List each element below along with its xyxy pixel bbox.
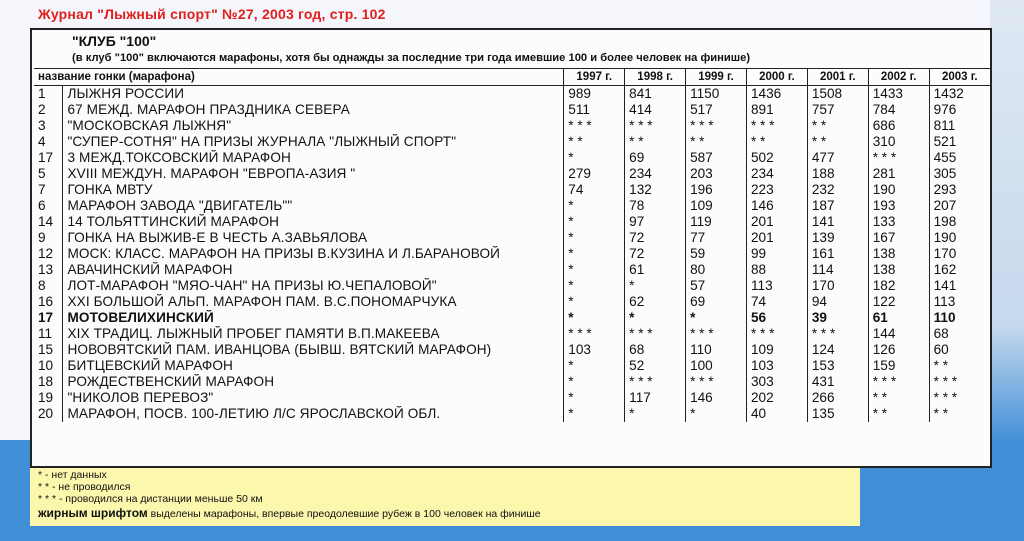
finisher-count: 113 xyxy=(746,278,807,294)
finisher-count: * xyxy=(564,406,625,422)
finisher-count: 122 xyxy=(868,294,929,310)
finisher-count: * xyxy=(564,390,625,406)
year-column-header: 2000 г. xyxy=(746,69,807,86)
right-edge-background xyxy=(990,0,1024,541)
row-number: 14 xyxy=(38,214,54,229)
finisher-count: 1436 xyxy=(746,86,807,103)
finisher-count: 141 xyxy=(807,214,868,230)
marathon-table xyxy=(34,68,990,422)
finisher-count: 170 xyxy=(929,246,990,262)
finisher-count: 232 xyxy=(807,182,868,198)
race-name: МАРАФОН, ПОСВ. 100-ЛЕТИЮ Л/С ЯРОСЛАВСКОЙ ОБЛ. xyxy=(63,406,564,422)
finisher-count: 103 xyxy=(746,358,807,374)
finisher-count: 97 xyxy=(625,214,686,230)
race-name: РОЖДЕСТВЕНСКИЙ МАРАФОН xyxy=(63,374,564,390)
club-title: "КЛУБ "100" xyxy=(72,33,157,49)
finisher-count: * xyxy=(625,278,686,294)
finisher-count: 135 xyxy=(807,406,868,422)
finisher-count: 201 xyxy=(746,214,807,230)
finisher-count: 811 xyxy=(929,118,990,134)
finisher-count: 109 xyxy=(686,198,747,214)
legend-bold-text: жирным шрифтом xyxy=(38,506,148,520)
finisher-count: * * * xyxy=(868,150,929,166)
finisher-count: 114 xyxy=(807,262,868,278)
finisher-count: * * * xyxy=(686,326,747,342)
finisher-count: 521 xyxy=(929,134,990,150)
table-row xyxy=(34,230,990,246)
finisher-count: 187 xyxy=(807,198,868,214)
finisher-count: 196 xyxy=(686,182,747,198)
finisher-count: 68 xyxy=(625,342,686,358)
finisher-count: 74 xyxy=(746,294,807,310)
finisher-count: 431 xyxy=(807,374,868,390)
finisher-count: * xyxy=(625,406,686,422)
row-number: 17 xyxy=(38,310,54,325)
finisher-count: * * xyxy=(746,134,807,150)
table-row xyxy=(34,102,990,118)
finisher-count: 59 xyxy=(686,246,747,262)
legend xyxy=(30,468,860,526)
finisher-count: 305 xyxy=(929,166,990,182)
race-name: МАРАФОН ЗАВОДА "ДВИГАТЕЛЬ"" xyxy=(63,198,564,214)
row-number: 16 xyxy=(38,294,54,309)
finisher-count: * xyxy=(564,214,625,230)
finisher-count: 57 xyxy=(686,278,747,294)
finisher-count: 414 xyxy=(625,102,686,118)
finisher-count: 138 xyxy=(868,246,929,262)
finisher-count: * * xyxy=(868,406,929,422)
finisher-count: * * * xyxy=(929,390,990,406)
finisher-count: 72 xyxy=(625,246,686,262)
name-column-header: название гонки (марафона) xyxy=(34,69,564,86)
finisher-count: 190 xyxy=(868,182,929,198)
race-name: "СУПЕР-СОТНЯ" НА ПРИЗЫ ЖУРНАЛА "ЛЫЖНЫЙ СПОРТ" xyxy=(63,134,564,150)
table-row xyxy=(34,374,990,390)
finisher-count: 201 xyxy=(746,230,807,246)
finisher-count: 1150 xyxy=(686,86,747,103)
finisher-count: 686 xyxy=(868,118,929,134)
race-name: ГОНКА НА ВЫЖИВ-Е В ЧЕСТЬ А.ЗАВЬЯЛОВА xyxy=(63,230,564,246)
finisher-count: * * xyxy=(868,390,929,406)
legend-bold-note xyxy=(38,506,541,520)
race-name: ГОНКА МВТУ xyxy=(63,182,564,198)
table-row xyxy=(34,310,990,326)
table-row xyxy=(34,150,990,166)
finisher-count: 146 xyxy=(746,198,807,214)
finisher-count: 124 xyxy=(807,342,868,358)
finisher-count: 141 xyxy=(929,278,990,294)
finisher-count: 69 xyxy=(686,294,747,310)
club-100-panel xyxy=(30,28,992,468)
finisher-count: * * xyxy=(686,134,747,150)
finisher-count: 170 xyxy=(807,278,868,294)
finisher-count: 784 xyxy=(868,102,929,118)
table-row xyxy=(34,406,990,422)
finisher-count: * xyxy=(625,310,686,326)
legend-not-held: * * - не проводился xyxy=(38,481,131,493)
finisher-count: * * * xyxy=(929,374,990,390)
finisher-count: * xyxy=(686,406,747,422)
finisher-count: 188 xyxy=(807,166,868,182)
finisher-count: * xyxy=(564,278,625,294)
row-number: 3 xyxy=(38,118,46,133)
finisher-count: 103 xyxy=(564,342,625,358)
finisher-count: 198 xyxy=(929,214,990,230)
year-column-header: 2001 г. xyxy=(807,69,868,86)
finisher-count: * xyxy=(564,246,625,262)
table-row xyxy=(34,86,990,103)
finisher-count: 68 xyxy=(929,326,990,342)
finisher-count: 110 xyxy=(686,342,747,358)
finisher-count: 159 xyxy=(868,358,929,374)
row-number: 12 xyxy=(38,246,54,261)
finisher-count: 110 xyxy=(929,310,990,326)
finisher-count: * xyxy=(686,310,747,326)
year-column-header: 2002 г. xyxy=(868,69,929,86)
row-number: 2 xyxy=(38,102,46,117)
race-name: 3 МЕЖД.ТОКСОВСКИЙ МАРАФОН xyxy=(63,150,564,166)
legend-bold-rest: выделены марафоны, впервые преодолевшие рубеж в 100 человек на финише xyxy=(147,508,541,520)
finisher-count: 40 xyxy=(746,406,807,422)
finisher-count: 109 xyxy=(746,342,807,358)
finisher-count: 517 xyxy=(686,102,747,118)
finisher-count: 99 xyxy=(746,246,807,262)
finisher-count: 502 xyxy=(746,150,807,166)
race-name: МОТОВЕЛИХИНСКИЙ xyxy=(63,310,564,326)
finisher-count: 69 xyxy=(625,150,686,166)
finisher-count: 587 xyxy=(686,150,747,166)
finisher-count: 757 xyxy=(807,102,868,118)
finisher-count: 72 xyxy=(625,230,686,246)
row-number: 4 xyxy=(38,134,46,149)
finisher-count: 61 xyxy=(625,262,686,278)
finisher-count: 1432 xyxy=(929,86,990,103)
table-row xyxy=(34,166,990,182)
finisher-count: 61 xyxy=(868,310,929,326)
finisher-count: 279 xyxy=(564,166,625,182)
finisher-count: * xyxy=(564,374,625,390)
race-name: ЛЫЖНЯ РОССИИ xyxy=(63,86,564,103)
table-row xyxy=(34,182,990,198)
finisher-count: * * xyxy=(929,358,990,374)
finisher-count: 113 xyxy=(929,294,990,310)
finisher-count: 976 xyxy=(929,102,990,118)
row-number: 17 xyxy=(38,150,54,165)
finisher-count: 455 xyxy=(929,150,990,166)
finisher-count: 182 xyxy=(868,278,929,294)
finisher-count: 119 xyxy=(686,214,747,230)
finisher-count: * * * xyxy=(625,118,686,134)
row-number: 9 xyxy=(38,230,46,245)
finisher-count: 100 xyxy=(686,358,747,374)
table-row xyxy=(34,134,990,150)
finisher-count: 167 xyxy=(868,230,929,246)
finisher-count: * * * xyxy=(625,374,686,390)
finisher-count: * * xyxy=(807,134,868,150)
race-name: НОВОВЯТСКИЙ ПАМ. ИВАНЦОВА (БЫВШ. ВЯТСКИЙ МАРАФОН) xyxy=(63,342,564,358)
finisher-count: 117 xyxy=(625,390,686,406)
finisher-count: 162 xyxy=(929,262,990,278)
finisher-count: 203 xyxy=(686,166,747,182)
finisher-count: 139 xyxy=(807,230,868,246)
finisher-count: 234 xyxy=(625,166,686,182)
finisher-count: * * xyxy=(807,118,868,134)
finisher-count: 52 xyxy=(625,358,686,374)
finisher-count: * xyxy=(564,198,625,214)
finisher-count: * xyxy=(564,294,625,310)
table-row xyxy=(34,390,990,406)
year-column-header: 1998 г. xyxy=(625,69,686,86)
finisher-count: * * * xyxy=(564,326,625,342)
finisher-count: 234 xyxy=(746,166,807,182)
finisher-count: 202 xyxy=(746,390,807,406)
finisher-count: 1508 xyxy=(807,86,868,103)
year-column-header: 1997 г. xyxy=(564,69,625,86)
finisher-count: 144 xyxy=(868,326,929,342)
table-header-row xyxy=(34,69,990,86)
finisher-count: 77 xyxy=(686,230,747,246)
finisher-count: 281 xyxy=(868,166,929,182)
race-name: XIX ТРАДИЦ. ЛЫЖНЫЙ ПРОБЕГ ПАМЯТИ В.П.МАКЕЕВА xyxy=(63,326,564,342)
row-number: 8 xyxy=(38,278,46,293)
club-subtitle: (в клуб "100" включаются марафоны, хотя бы однажды за последние три года имевшие 100 и более человек на финише) xyxy=(72,52,751,64)
finisher-count: 511 xyxy=(564,102,625,118)
finisher-count: * * * xyxy=(564,118,625,134)
finisher-count: 56 xyxy=(746,310,807,326)
race-name: БИТЦЕВСКИЙ МАРАФОН xyxy=(63,358,564,374)
finisher-count: 60 xyxy=(929,342,990,358)
finisher-count: 133 xyxy=(868,214,929,230)
table-row xyxy=(34,342,990,358)
row-number: 15 xyxy=(38,342,54,357)
finisher-count: * xyxy=(564,310,625,326)
table-body xyxy=(34,86,990,423)
row-number: 10 xyxy=(38,358,54,373)
table-row xyxy=(34,118,990,134)
table-row xyxy=(34,214,990,230)
race-name: XVIII МЕЖДУН. МАРАФОН "ЕВРОПА-АЗИЯ " xyxy=(63,166,564,182)
race-name: 14 ТОЛЬЯТТИНСКИЙ МАРАФОН xyxy=(63,214,564,230)
finisher-count: 80 xyxy=(686,262,747,278)
table-row xyxy=(34,358,990,374)
finisher-count: 841 xyxy=(625,86,686,103)
year-column-header: 2003 г. xyxy=(929,69,990,86)
table-row xyxy=(34,262,990,278)
finisher-count: 146 xyxy=(686,390,747,406)
source-caption: Журнал "Лыжный спорт" №27, 2003 год, стр. 102 xyxy=(38,6,386,22)
finisher-count: 193 xyxy=(868,198,929,214)
row-number: 18 xyxy=(38,374,54,389)
table-row xyxy=(34,198,990,214)
finisher-count: 39 xyxy=(807,310,868,326)
finisher-count: 88 xyxy=(746,262,807,278)
row-number: 20 xyxy=(38,406,54,421)
finisher-count: 266 xyxy=(807,390,868,406)
finisher-count: * * * xyxy=(625,326,686,342)
table-row xyxy=(34,278,990,294)
finisher-count: 126 xyxy=(868,342,929,358)
race-name: XXI БОЛЬШОЙ АЛЬП. МАРАФОН ПАМ. В.С.ПОНОМАРЧУКА xyxy=(63,294,564,310)
finisher-count: * * xyxy=(625,134,686,150)
race-name: МОСК: КЛАСС. МАРАФОН НА ПРИЗЫ В.КУЗИНА И Л.БАРАНОВОЙ xyxy=(63,246,564,262)
finisher-count: 223 xyxy=(746,182,807,198)
row-number: 11 xyxy=(38,326,53,341)
row-number: 7 xyxy=(38,182,46,197)
finisher-count: 989 xyxy=(564,86,625,103)
finisher-count: 190 xyxy=(929,230,990,246)
finisher-count: 310 xyxy=(868,134,929,150)
legend-short-distance: * * * - проводился на дистанции меньше 50 км xyxy=(38,493,263,505)
finisher-count: 62 xyxy=(625,294,686,310)
finisher-count: 161 xyxy=(807,246,868,262)
year-column-header: 1999 г. xyxy=(686,69,747,86)
finisher-count: * * * xyxy=(746,326,807,342)
finisher-count: 891 xyxy=(746,102,807,118)
finisher-count: * * * xyxy=(746,118,807,134)
row-number: 5 xyxy=(38,166,46,181)
finisher-count: * * * xyxy=(807,326,868,342)
row-number: 19 xyxy=(38,390,54,405)
finisher-count: 74 xyxy=(564,182,625,198)
race-name: АВАЧИНСКИЙ МАРАФОН xyxy=(63,262,564,278)
race-name: "НИКОЛОВ ПЕРЕВОЗ" xyxy=(63,390,564,406)
table-row xyxy=(34,294,990,310)
table-row xyxy=(34,246,990,262)
row-number: 6 xyxy=(38,198,46,213)
finisher-count: * xyxy=(564,262,625,278)
finisher-count: 94 xyxy=(807,294,868,310)
finisher-count: 78 xyxy=(625,198,686,214)
finisher-count: * xyxy=(564,358,625,374)
finisher-count: 477 xyxy=(807,150,868,166)
finisher-count: * xyxy=(564,230,625,246)
finisher-count: 132 xyxy=(625,182,686,198)
finisher-count: 207 xyxy=(929,198,990,214)
finisher-count: * * xyxy=(929,406,990,422)
legend-no-data: * - нет данных xyxy=(38,469,107,481)
finisher-count: * * * xyxy=(686,374,747,390)
finisher-count: * xyxy=(564,150,625,166)
finisher-count: 293 xyxy=(929,182,990,198)
race-name: "МОСКОВСКАЯ ЛЫЖНЯ" xyxy=(63,118,564,134)
finisher-count: 153 xyxy=(807,358,868,374)
row-number: 13 xyxy=(38,262,54,277)
row-number: 1 xyxy=(38,86,46,101)
finisher-count: * * * xyxy=(686,118,747,134)
finisher-count: 303 xyxy=(746,374,807,390)
finisher-count: * * xyxy=(564,134,625,150)
finisher-count: 138 xyxy=(868,262,929,278)
finisher-count: 1433 xyxy=(868,86,929,103)
race-name: 67 МЕЖД. МАРАФОН ПРАЗДНИКА СЕВЕРА xyxy=(63,102,564,118)
race-name: ЛОТ-МАРАФОН "МЯО-ЧАН" НА ПРИЗЫ Ю.ЧЕПАЛОВОЙ" xyxy=(63,278,564,294)
table-row xyxy=(34,326,990,342)
finisher-count: * * * xyxy=(868,374,929,390)
